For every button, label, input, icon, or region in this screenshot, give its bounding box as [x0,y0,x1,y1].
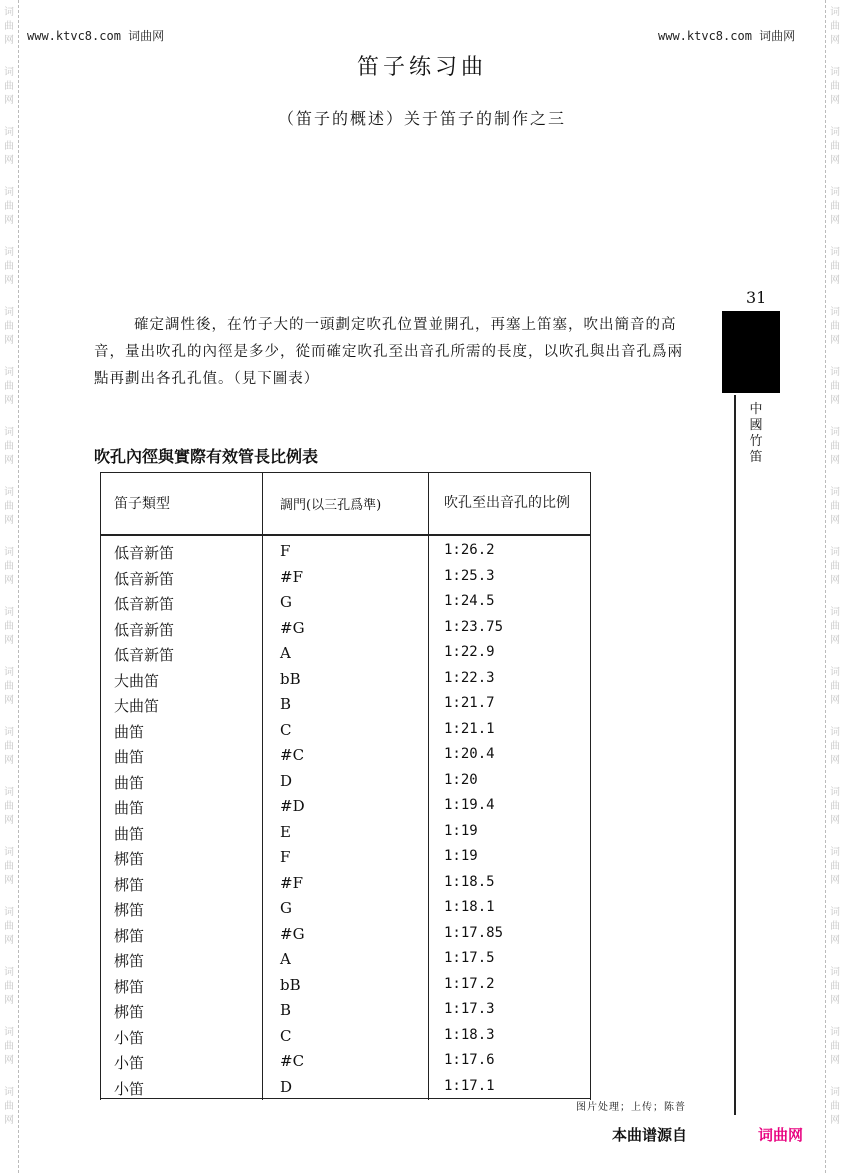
flute-type-cell: 小笛 [114,1054,145,1072]
ratio-cell: 1:22.3 [444,669,495,686]
flute-type-cell: 低音新笛 [114,620,175,639]
watermark-char: 词 [4,127,14,138]
ratio-cell: 1:20.4 [444,746,495,762]
table-row [98,1025,590,1051]
watermark-char: 曲 [4,561,14,572]
side-rule [734,395,736,1115]
table-row [98,770,590,796]
ratio-cell: 1:21.7 [444,695,495,711]
watermark-char: 网 [4,1055,14,1066]
key-cell: D [280,1077,293,1096]
key-cell: G [280,593,292,611]
brand-link[interactable]: 词曲网 [758,1126,804,1144]
flute-type-cell: 曲笛 [114,824,145,843]
watermark-char: 曲 [4,861,14,872]
vertical-char: 笛 [749,450,763,465]
watermark-char: 曲 [4,981,14,992]
watermark-char: 词 [4,607,14,618]
header-ratio: 吹孔至出音孔的比例 [444,495,570,511]
watermark-char: 曲 [4,621,14,632]
watermark-char: 网 [4,515,14,526]
watermark-char: 词 [830,847,840,858]
key-cell: B [280,1001,292,1019]
watermark-char: 网 [830,155,840,166]
table-row [98,591,590,617]
key-cell: #F [280,567,303,586]
watermark-char: 网 [830,995,840,1006]
watermark-char: 曲 [830,261,840,272]
watermark-char: 词 [4,787,14,798]
watermark-char: 词 [4,1087,14,1098]
page-subtitle: （笛子的概述）关于笛子的制作之三 [277,109,566,128]
key-cell: #F [280,873,303,892]
watermark-char: 曲 [4,441,14,452]
watermark-char: 词 [4,727,14,738]
key-cell: G [280,899,292,917]
key-cell: F [280,848,291,866]
ratio-cell: 1:19 [444,848,478,864]
table-row [98,1050,590,1076]
watermark-char: 词 [4,487,14,498]
image-credit: 图片处理；上传；陈普 [576,1102,686,1113]
ratio-cell: 1:17.1 [444,1077,495,1094]
watermark-char: 曲 [830,1101,840,1112]
watermark-char: 词 [830,727,840,738]
table-row [98,1076,590,1102]
chapter-tab-block [722,311,780,393]
watermark-char: 词 [4,667,14,678]
watermark-char: 网 [4,695,14,706]
watermark-char: 词 [830,247,840,258]
watermark-char: 网 [4,275,14,286]
key-cell: #G [280,618,305,637]
watermark-char: 网 [830,1115,840,1126]
table-row [98,566,590,592]
ratio-cell: 1:19.4 [444,797,495,813]
watermark-char: 曲 [830,621,840,632]
flute-type-cell: 梆笛 [114,977,145,996]
watermark-char: 词 [830,367,840,378]
watermark-char: 词 [4,427,14,438]
flute-type-cell: 低音新笛 [114,544,175,562]
watermark-char: 曲 [830,321,840,332]
watermark-char: 词 [830,967,840,978]
watermark-char: 网 [4,875,14,886]
watermark-char: 曲 [4,201,14,212]
watermark-char: 词 [4,1027,14,1038]
page-title: 笛子练习曲 [356,55,487,80]
header-key: 調門(以三孔爲準) [280,497,382,513]
watermark-char: 词 [830,787,840,798]
watermark-char: 词 [830,907,840,918]
watermark-char: 曲 [830,561,840,572]
flute-type-cell: 梆笛 [114,926,145,945]
watermark-char: 曲 [830,741,840,752]
flute-type-cell: 曲笛 [114,799,145,817]
watermark-char: 曲 [4,321,14,332]
watermark-char: 网 [4,755,14,766]
flute-type-cell: 小笛 [114,1079,145,1098]
ratio-cell: 1:23.75 [444,618,504,635]
watermark-char: 词 [830,187,840,198]
watermark-char: 曲 [830,801,840,812]
table-row [98,821,590,847]
key-cell: #G [280,924,305,943]
watermark-char: 网 [4,455,14,466]
watermark-char: 曲 [830,381,840,392]
table-row [98,617,590,643]
watermark-char: 词 [4,67,14,78]
watermark-char: 网 [830,395,840,406]
ratio-cell: 1:26.2 [444,542,495,558]
watermark-char: 曲 [830,861,840,872]
watermark-char: 曲 [830,1041,840,1052]
watermark-char: 词 [830,427,840,438]
watermark-char: 网 [830,695,840,706]
watermark-char: 网 [830,275,840,286]
watermark-char: 网 [4,155,14,166]
ratio-cell: 1:17.2 [444,975,495,992]
key-cell: A [280,644,291,662]
watermark-char: 词 [4,907,14,918]
watermark-char: 曲 [830,21,840,32]
ratio-cell: 1:24.5 [444,593,495,609]
watermark-char: 曲 [4,741,14,752]
watermark-char: 词 [830,607,840,618]
watermark-char: 曲 [830,201,840,212]
watermark-char: 词 [830,67,840,78]
watermark-char: 曲 [830,981,840,992]
flute-type-cell: 曲笛 [114,773,145,792]
key-cell: C [280,1026,292,1045]
flute-type-cell: 大曲笛 [114,671,160,690]
flute-type-cell: 梆笛 [114,875,145,894]
watermark-char: 词 [4,7,14,18]
watermark-char: 网 [830,875,840,886]
watermark-char: 词 [4,247,14,258]
table-right-border [590,472,591,1100]
watermark-char: 词 [830,1087,840,1098]
table-row [98,719,590,745]
key-cell: #D [280,797,305,815]
vertical-char: 國 [749,418,763,433]
ratio-cell: 1:19 [444,822,478,839]
key-cell: bB [280,669,301,688]
ratio-cell: 1:18.3 [444,1026,495,1043]
key-cell: C [280,720,292,739]
table-row [98,923,590,949]
watermark-char: 曲 [4,261,14,272]
watermark-char: 网 [830,1055,840,1066]
key-cell: #C [280,1052,305,1070]
table-row [98,744,590,770]
watermark-char: 词 [830,547,840,558]
ratio-table [98,472,590,1100]
vertical-char: 中 [749,402,763,417]
watermark-char: 网 [830,455,840,466]
ratio-cell: 1:20 [444,771,478,788]
watermark-char: 词 [4,547,14,558]
watermark-char: 网 [4,395,14,406]
table-title: 吹孔內徑與實際有效管長比例表 [94,447,319,466]
watermark-char: 网 [830,335,840,346]
watermark-char: 网 [4,635,14,646]
ratio-cell: 1:17.6 [444,1052,495,1068]
watermark-char: 曲 [830,921,840,932]
watermark-char: 网 [830,815,840,826]
watermark-char: 网 [830,935,840,946]
table-row [98,872,590,898]
header-flute-type: 笛子類型 [114,496,170,512]
key-cell: bB [280,975,301,994]
source-label: 本曲谱源自 [612,1126,688,1144]
body-paragraph: 確定調性後，在竹子大的一頭劃定吹孔位置並開孔，再塞上笛塞，吹出簡音的高音，量出吹孔的內徑是多少，從而確定吹孔至出音孔所需的長度，以吹孔與出音孔爲兩點再劃出各孔孔值。（見下圖表） [94,317,683,387]
key-cell: F [280,542,291,560]
watermark-char: 曲 [830,681,840,692]
key-cell: E [280,822,291,841]
ratio-cell: 1:17.5 [444,950,495,966]
watermark-char: 曲 [4,1041,14,1052]
watermark-char: 词 [830,487,840,498]
flute-type-cell: 梆笛 [114,850,145,868]
watermark-char: 词 [4,307,14,318]
watermark-char: 词 [4,187,14,198]
vertical-char: 竹 [749,434,763,449]
watermark-char: 网 [4,335,14,346]
watermark-char: 网 [830,575,840,586]
watermark-char: 网 [830,95,840,106]
watermark-char: 网 [4,815,14,826]
flute-type-cell: 曲笛 [114,748,145,766]
watermark-char: 曲 [4,381,14,392]
flute-type-cell: 小笛 [114,1028,145,1047]
table-row [98,642,590,668]
flute-type-cell: 梆笛 [114,952,145,970]
site-header-right[interactable]: www.ktvc8.com 词曲网 [658,29,796,43]
watermark-char: 曲 [830,141,840,152]
ratio-cell: 1:21.1 [444,720,495,737]
watermark-char: 词 [830,307,840,318]
watermark-char: 网 [830,515,840,526]
watermark-char: 网 [4,35,14,46]
table-header-rule [100,534,590,536]
watermark-char: 曲 [4,1101,14,1112]
key-cell: B [280,695,292,713]
table-row [98,540,590,566]
table-row [98,974,590,1000]
watermark-char: 曲 [4,81,14,92]
watermark-char: 曲 [4,681,14,692]
watermark-char: 网 [4,995,14,1006]
watermark-char: 曲 [4,21,14,32]
table-row [98,897,590,923]
watermark-char: 网 [830,35,840,46]
watermark-char: 曲 [4,801,14,812]
watermark-char: 网 [4,1115,14,1126]
table-row [98,846,590,872]
flute-type-cell: 低音新笛 [114,569,175,588]
table-row [98,948,590,974]
ratio-cell: 1:17.85 [444,924,504,941]
chapter-vertical-label [748,402,764,466]
key-cell: D [280,771,293,790]
table-row [98,795,590,821]
site-header-left[interactable]: www.ktvc8.com 词曲网 [27,29,165,43]
watermark-char: 词 [830,7,840,18]
watermark-char: 网 [4,575,14,586]
watermark-char: 词 [830,1027,840,1038]
watermark-char: 曲 [830,501,840,512]
watermark-char: 词 [4,967,14,978]
flute-type-cell: 大曲笛 [114,697,160,715]
watermark-char: 网 [4,935,14,946]
flute-type-cell: 梆笛 [114,901,145,919]
watermark-char: 曲 [4,141,14,152]
watermark-char: 网 [830,755,840,766]
ratio-cell: 1:18.1 [444,899,495,915]
ratio-cell: 1:25.3 [444,567,495,584]
watermark-char: 曲 [830,441,840,452]
ratio-cell: 1:17.3 [444,1001,495,1017]
flute-type-cell: 低音新笛 [114,595,175,613]
watermark-char: 网 [4,95,14,106]
flute-type-cell: 曲笛 [114,722,145,741]
ratio-cell: 1:18.5 [444,873,495,890]
table-row [98,999,590,1025]
table-row [98,693,590,719]
watermark-char: 词 [4,847,14,858]
watermark-char: 网 [830,635,840,646]
watermark-char: 网 [4,215,14,226]
watermark-char: 曲 [830,81,840,92]
watermark-char: 网 [830,215,840,226]
key-cell: A [280,950,291,968]
watermark-char: 曲 [4,921,14,932]
page-number: 31 [746,288,767,307]
table-row [98,668,590,694]
watermark-char: 曲 [4,501,14,512]
flute-type-cell: 低音新笛 [114,646,175,664]
watermark-char: 词 [830,667,840,678]
watermark-char: 词 [4,367,14,378]
flute-type-cell: 梆笛 [114,1003,145,1021]
ratio-cell: 1:22.9 [444,644,495,660]
watermark-char: 词 [830,127,840,138]
key-cell: #C [280,746,305,764]
